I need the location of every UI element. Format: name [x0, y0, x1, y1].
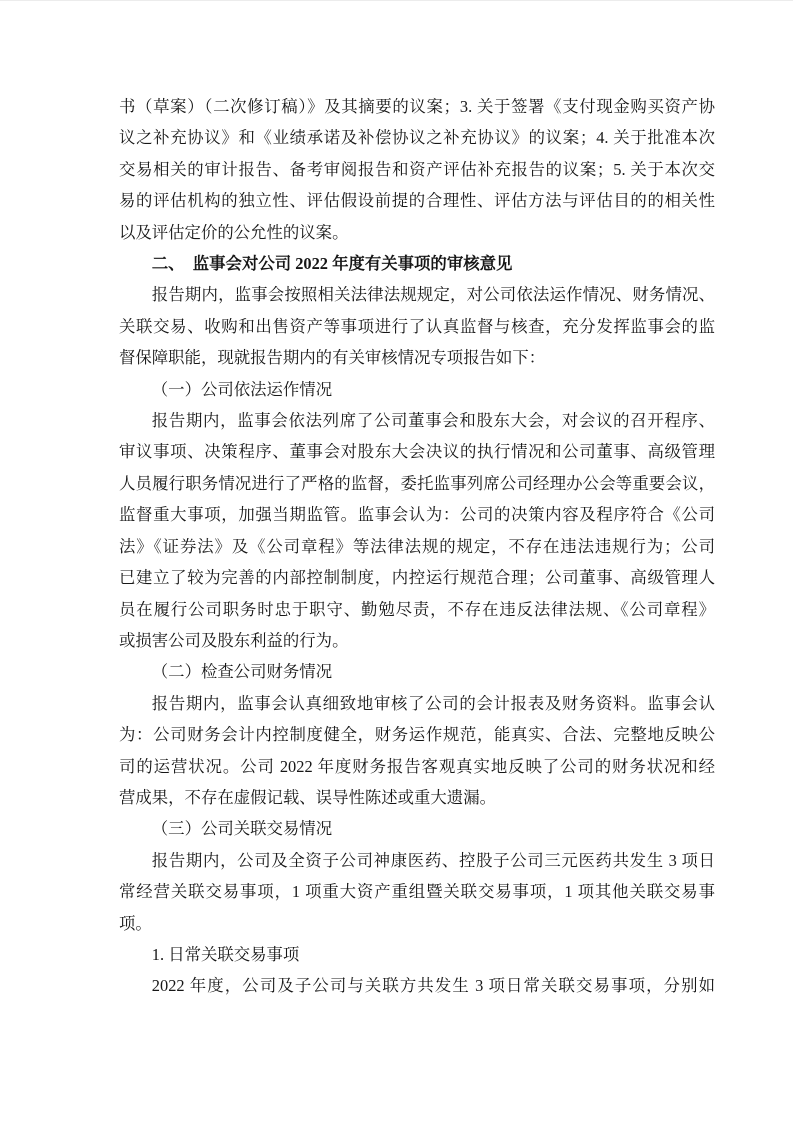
text-line: 常经营关联交易事项，1 项重大资产重组暨关联交易事项，1 项其他关联交易事 [119, 882, 715, 902]
paragraph-daily-related-transactions-intro [119, 970, 715, 1001]
text-line: 为：公司财务会计内控制度健全，财务运作规范，能真实、合法、完整地反映公 [119, 725, 715, 745]
text-line: 督保障职能，现就报告期内的有关审核情况专项报告如下： [119, 348, 546, 368]
text-line: 审议事项、决策程序、董事会对股东大会决议的执行情况和公司董事、高级管理 [119, 442, 715, 462]
text-line: 人员履行职务情况进行了严格的监督，委托监事列席公司经理办公会等重要会议， [119, 473, 715, 493]
text-line: 2022 年度，公司及子公司与关联方共发生 3 项日常关联交易事项，分别如 [151, 976, 715, 996]
text-line: 以及评估定价的公允性的议案。 [119, 222, 349, 242]
section-heading-2 [119, 248, 715, 279]
paragraph-continuation-proposals [119, 91, 715, 248]
text-line: 关联交易、收购和出售资产等事项进行了认真监督与核查，充分发挥监事会的监 [119, 316, 715, 336]
paragraph-related-transactions-summary [119, 845, 715, 939]
text-line: 项。 [119, 913, 152, 933]
text-line: 法》《证券法》及《公司章程》等法律法规的规定，不存在违法违规行为；公司 [119, 536, 715, 556]
text-line: 报告期内，监事会依法列席了公司董事会和股东大会，对会议的召开程序、 [151, 411, 715, 431]
subsection-heading-3-related-transactions [119, 813, 715, 844]
text-line: 1. 日常关联交易事项 [151, 944, 300, 964]
list-heading-1-daily-related-transactions [119, 939, 715, 970]
text-line: （三）公司关联交易情况 [151, 819, 333, 839]
subsection-heading-2-financial-check [119, 656, 715, 687]
text-line: 书（草案）（二次修订稿）》及其摘要的议案；3. 关于签署《支付现金购买资产协 [119, 97, 715, 116]
text-line: 已建立了较为完善的内部控制制度，内控运行规范合理；公司董事、高级管理人 [119, 568, 715, 588]
text-line: 报告期内，监事会按照相关法律法规规定，对公司依法运作情况、财务情况、 [151, 285, 715, 305]
paragraph-supervision-overview [119, 279, 715, 373]
subsection-heading-1-lawful-operation [119, 374, 715, 405]
text-line: 议之补充协议》和《业绩承诺及补偿协议之补充协议》的议案；4. 关于批准本次 [119, 128, 715, 148]
document-text-content [119, 91, 715, 1002]
text-line: 或损害公司及股东利益的行为。 [119, 630, 349, 650]
text-line: 报告期内，公司及全资子公司神康医药、控股子公司三元医药共发生 3 项日 [151, 850, 715, 870]
text-line: 营成果，不存在虚假记载、误导性陈述或重大遗漏。 [119, 787, 496, 807]
text-line: （一）公司依法运作情况 [151, 379, 333, 399]
text-line: 司的运营状况。公司 2022 年度财务报告客观真实地反映了公司的财务状况和经 [119, 756, 715, 776]
paragraph-lawful-operation-detail [119, 405, 715, 656]
text-line: 员在履行公司职务时忠于职守、勤勉尽责，不存在违反法律法规、《公司章程》 [119, 599, 715, 619]
heading-line: 二、 监事会对公司 2022 年度有关事项的审核意见 [151, 254, 513, 274]
paragraph-financial-check-detail [119, 688, 715, 814]
text-line: （二）检查公司财务情况 [151, 662, 333, 682]
text-line: 报告期内，监事会认真细致地审核了公司的会计报表及财务资料。监事会认 [151, 693, 715, 713]
text-line: 易的评估机构的独立性、评估假设前提的合理性、评估方法与评估目的的相关性 [119, 191, 715, 211]
text-line: 监督重大事项，加强当期监管。监事会认为：公司的决策内容及程序符合《公司 [119, 505, 715, 525]
text-line: 交易相关的审计报告、备考审阅报告和资产评估补充报告的议案；5. 关于本次交 [119, 159, 715, 179]
